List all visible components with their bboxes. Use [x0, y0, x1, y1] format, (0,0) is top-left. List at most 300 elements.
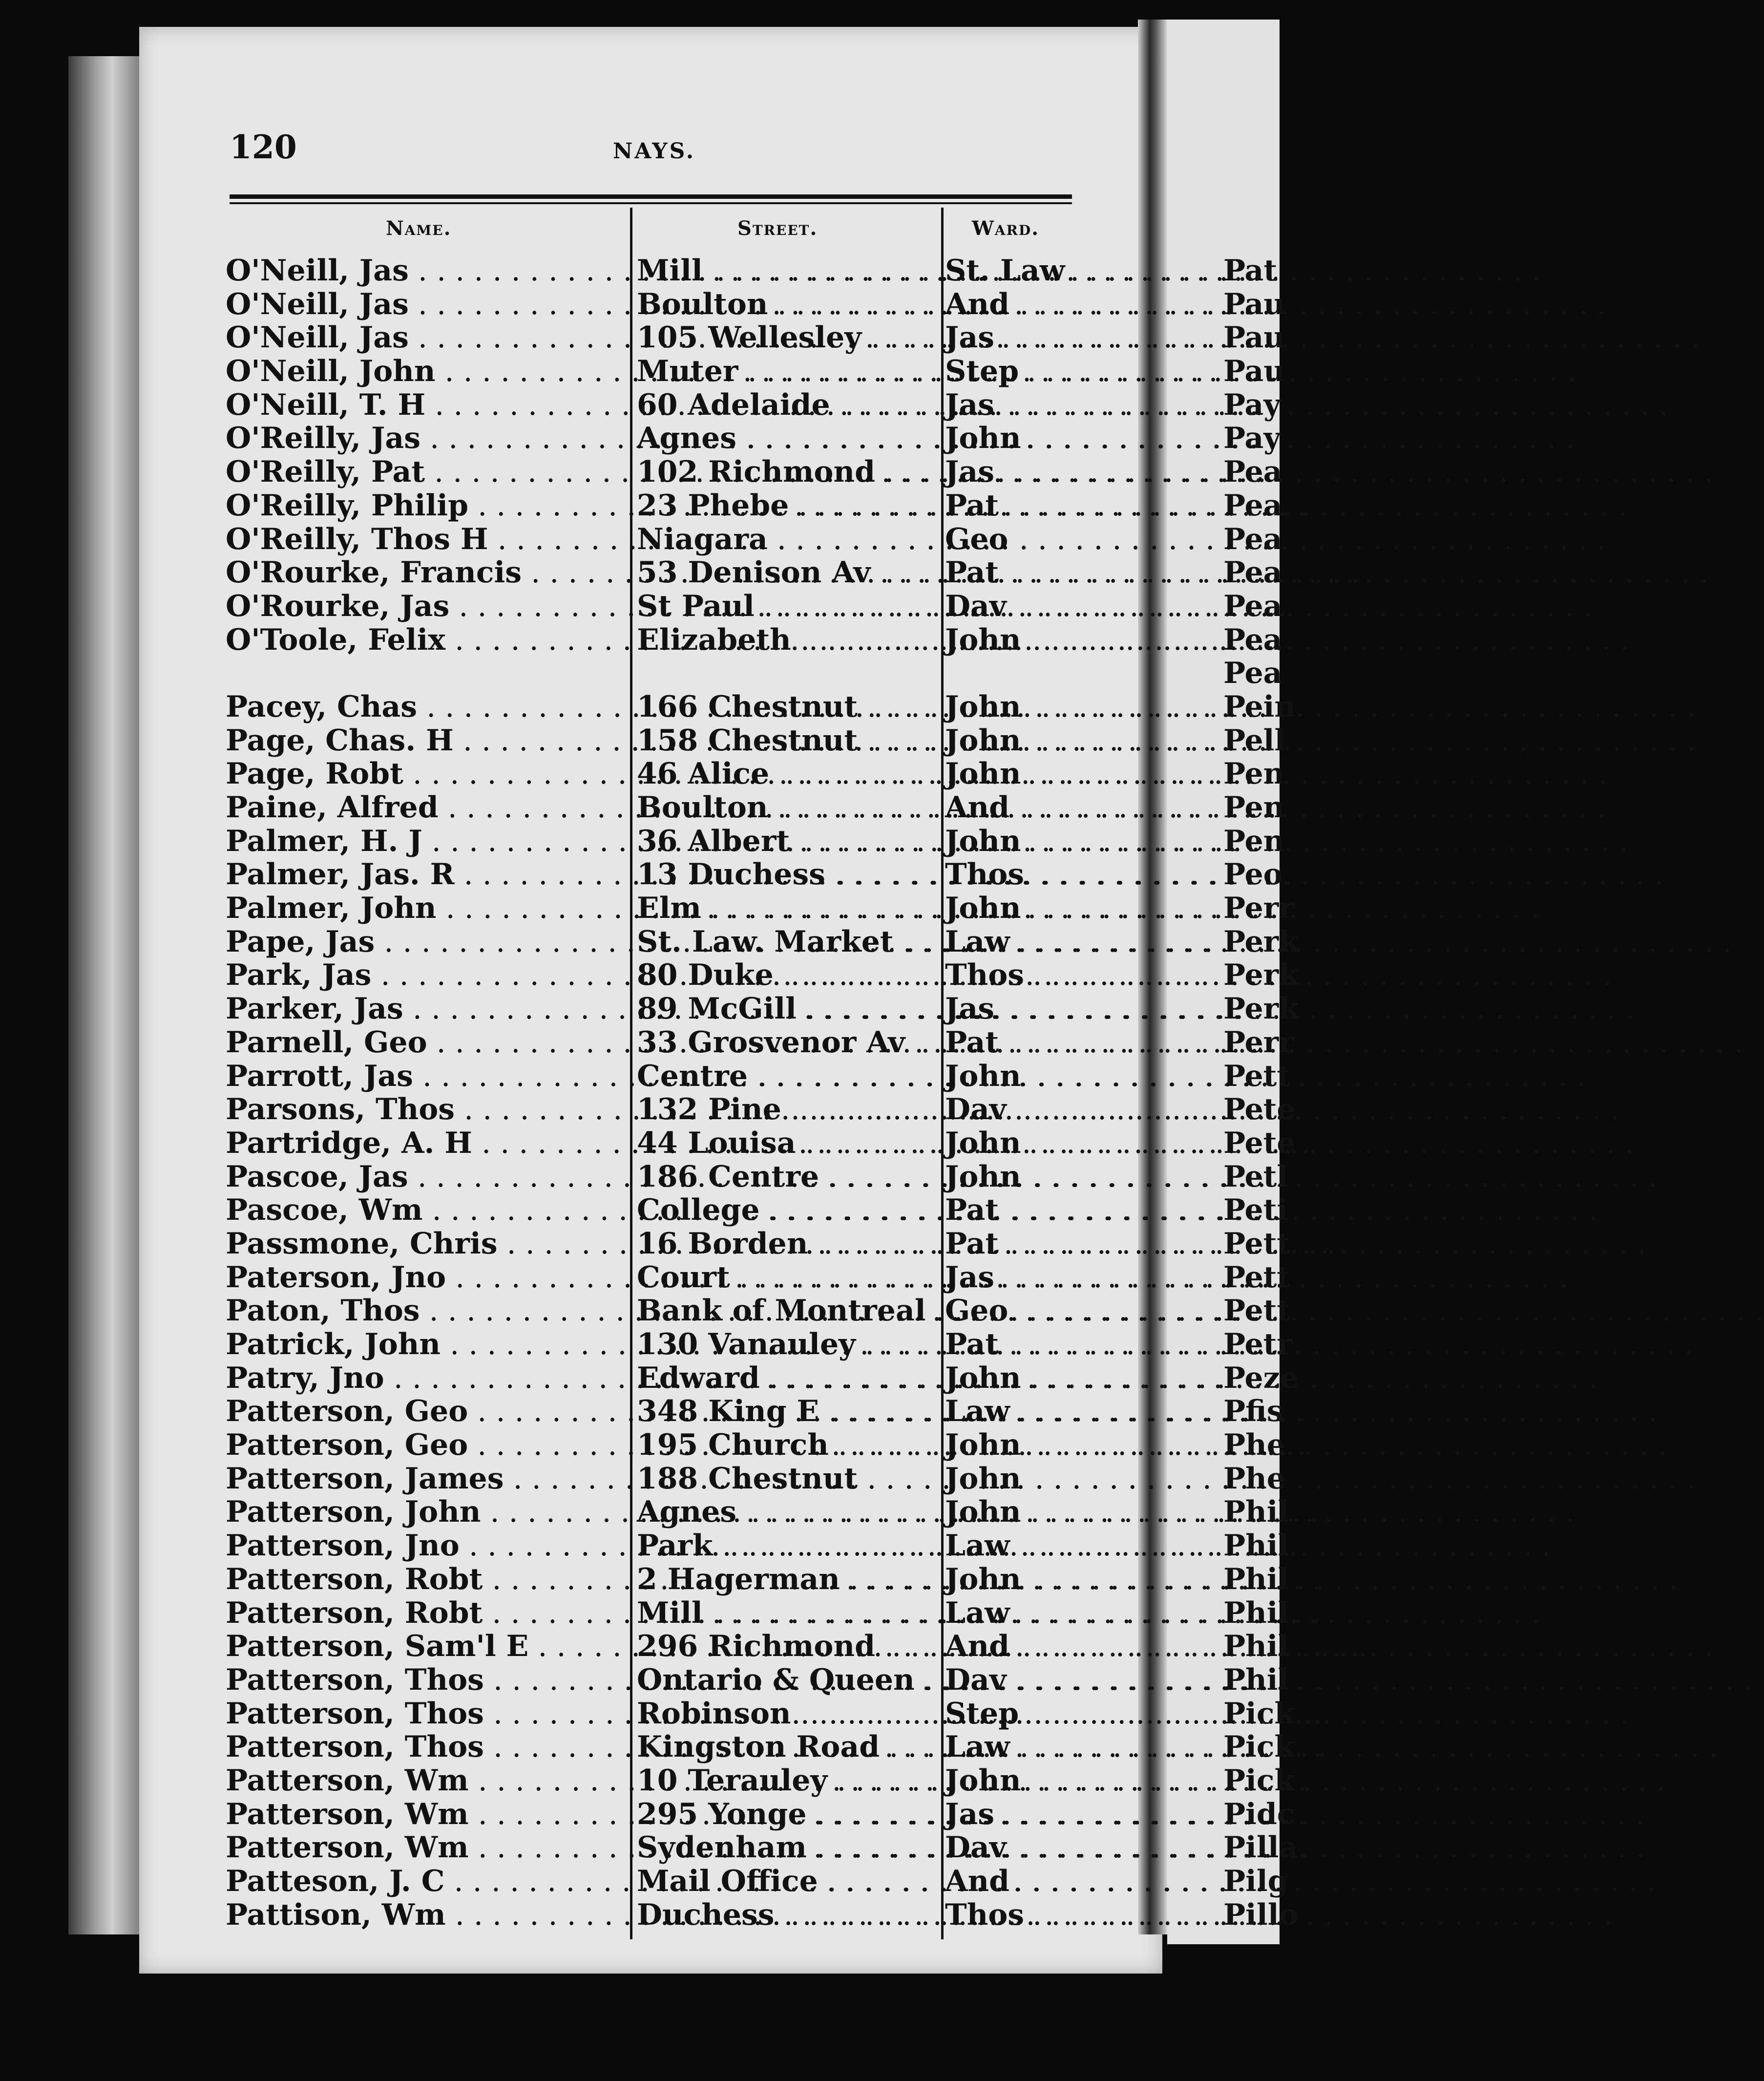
fragment-text: Pete — [1223, 1092, 1296, 1127]
entry-ward: Jas — [945, 1797, 995, 1831]
adjacent-fragment — [1223, 657, 1280, 690]
adjacent-fragment — [1223, 1294, 1291, 1328]
adjacent-page-text — [1223, 254, 1299, 1932]
entry-name: Palmer, John . . . — [226, 892, 624, 925]
fragment-text: Perr — [1223, 1025, 1294, 1060]
fragment-text: Pete — [1223, 1125, 1296, 1160]
list-item — [0, 355, 1167, 388]
entry-ward: And — [945, 287, 1010, 321]
entry-street: 10 Terauley . . . — [637, 1764, 936, 1797]
entry-name: O'Neill, Jas . . . — [226, 321, 624, 354]
entry-street: 46 Alice . . . — [637, 757, 936, 790]
list-item — [0, 1462, 1167, 1496]
adjacent-fragment — [1223, 1529, 1289, 1563]
fragment-text: Peti — [1223, 1193, 1288, 1228]
entry-street: Elizabeth . . . — [637, 623, 936, 657]
list-item — [0, 724, 1167, 758]
entry-name: Pacey, Chas . . . — [226, 690, 624, 723]
list-item — [0, 858, 1167, 892]
entry-street: Mill . . . — [637, 1596, 936, 1630]
entry-ward: Law — [945, 1394, 1010, 1429]
entry-ward: John — [945, 622, 1021, 657]
fragment-text: Phil — [1223, 1562, 1289, 1596]
list-item — [0, 1697, 1167, 1731]
entry-ward: Dav — [945, 1092, 1007, 1127]
entry-street: St. Law. Market . . . — [637, 925, 936, 958]
adjacent-fragment — [1223, 623, 1280, 657]
list-item — [0, 523, 1167, 556]
entry-street: 130 Vanauley . . . — [637, 1328, 936, 1361]
fragment-text: Pau — [1223, 287, 1285, 321]
entry-ward: John — [945, 1763, 1021, 1798]
entry-ward: John — [945, 1159, 1021, 1194]
adjacent-fragment — [1223, 1260, 1291, 1295]
entry-ward: John — [945, 723, 1021, 758]
entry-name: Patrick, John . . . — [226, 1328, 624, 1361]
entry-name: O'Toole, Felix . . . — [226, 623, 624, 657]
adjacent-fragment — [1223, 1025, 1294, 1060]
entry-ward: Thos — [945, 857, 1025, 892]
entry-ward: Thos — [945, 958, 1025, 993]
entry-name: O'Reilly, Philip . . . — [226, 489, 624, 522]
fragment-text: Pea — [1223, 455, 1282, 489]
entry-street: 44 Louisa . . . — [637, 1126, 936, 1160]
entry-street: Mail Office . . . — [637, 1865, 936, 1898]
adjacent-fragment — [1223, 489, 1280, 523]
fragment-text: Phil — [1223, 1629, 1289, 1664]
list-item — [0, 1428, 1167, 1462]
entry-name: Patterson, Wm . . . — [226, 1798, 624, 1831]
entry-name: Patterson, Geo . . . — [226, 1395, 624, 1428]
entry-name: Page, Chas. H . . . — [226, 724, 624, 757]
list-item — [0, 1529, 1167, 1563]
list-item — [0, 1865, 1167, 1898]
column-header-street: Street. — [737, 217, 818, 240]
adjacent-fragment — [1223, 958, 1299, 993]
entry-ward: John — [945, 1562, 1021, 1596]
entry-name: Patterson, Sam'l E . . . — [226, 1630, 624, 1663]
list-item — [0, 1294, 1167, 1328]
fragment-text: Petl — [1223, 1159, 1288, 1194]
entry-street: 2 Hagerman . . . — [637, 1563, 936, 1596]
entry-name: O'Reilly, Jas . . . — [226, 422, 624, 455]
adjacent-fragment — [1223, 422, 1280, 455]
fragment-text: Phil — [1223, 1595, 1289, 1630]
entry-street: Boulton . . . — [637, 288, 936, 321]
entry-name: Patry, Jno . . . — [226, 1361, 624, 1395]
entry-name: Paine, Alfred . . . — [226, 791, 624, 824]
entry-street: 36 Albert . . . — [637, 825, 936, 858]
list-item — [0, 1563, 1167, 1596]
list-item — [0, 1060, 1167, 1093]
fragment-text: Pau — [1223, 354, 1285, 389]
entry-ward: Pat — [945, 1226, 999, 1261]
adjacent-fragment — [1223, 1797, 1295, 1831]
entry-street: Kingston Road . . . — [637, 1730, 936, 1763]
entry-ward: Pat — [945, 1025, 999, 1060]
list-item — [0, 1160, 1167, 1194]
adjacent-fragment — [1223, 1864, 1288, 1898]
entry-name: Patterson, Thos . . . — [226, 1697, 624, 1730]
entry-street: 23 Phebe . . . — [637, 489, 936, 522]
fragment-text: Petr — [1223, 1327, 1293, 1361]
fragment-text: Pett — [1223, 1260, 1291, 1295]
fragment-text: Phil — [1223, 1495, 1289, 1529]
entry-name: Parsons, Thos . . . — [226, 1093, 624, 1126]
adjacent-fragment — [1223, 320, 1285, 355]
entry-name: Palmer, Jas. R . . . — [226, 858, 624, 891]
adjacent-fragment — [1223, 1629, 1289, 1664]
fragment-text: Pett — [1223, 1059, 1291, 1093]
adjacent-fragment — [1223, 992, 1299, 1026]
entry-ward: Pat — [945, 488, 999, 523]
entry-name: Parnell, Geo . . . — [226, 1026, 624, 1059]
list-item — [0, 1395, 1167, 1428]
entry-name: Passmone, Chris . . . — [226, 1227, 624, 1260]
entry-ward: John — [945, 689, 1021, 724]
fragment-text: Phil — [1223, 1662, 1289, 1697]
fragment-text: Pen — [1223, 757, 1285, 791]
entry-name: Patterson, Robt . . . — [226, 1596, 624, 1630]
entry-name: Paton, Thos . . . — [226, 1294, 624, 1327]
adjacent-fragment — [1223, 1562, 1289, 1596]
adjacent-fragment — [1223, 1730, 1295, 1764]
fragment-text: Pick — [1223, 1763, 1295, 1798]
entry-ward: Law — [945, 1730, 1010, 1764]
entry-name: O'Neill, John . . . — [226, 355, 624, 388]
list-item — [0, 1831, 1167, 1865]
list-item — [0, 992, 1167, 1026]
entry-street: Agnes . . . — [637, 422, 936, 455]
entry-street: 16 Borden . . . — [637, 1227, 936, 1260]
list-item — [0, 1798, 1167, 1831]
entry-ward: Dav — [945, 589, 1007, 623]
fragment-text: Phil — [1223, 1529, 1289, 1563]
entry-name: Pattison, Wm . . . — [226, 1898, 624, 1932]
entry-name: Pascoe, Wm . . . — [226, 1193, 624, 1227]
adjacent-fragment — [1223, 1428, 1285, 1463]
entry-ward: Geo — [945, 1294, 1008, 1328]
entry-name: Pascoe, Jas . . . — [226, 1160, 624, 1193]
adjacent-fragment — [1223, 1226, 1291, 1261]
entry-name: Patterson, Geo . . . — [226, 1428, 624, 1462]
list-item — [0, 1495, 1167, 1529]
entry-street: 105 Wellesley . . . — [637, 321, 936, 354]
fragment-text: Pilg — [1223, 1864, 1288, 1898]
list-item — [0, 825, 1167, 858]
entry-ward: John — [945, 1125, 1021, 1160]
entry-ward: John — [945, 421, 1021, 456]
fragment-text: Phe — [1223, 1428, 1285, 1463]
fragment-text: Pen — [1223, 790, 1285, 825]
adjacent-fragment — [1223, 254, 1280, 288]
list-item — [0, 1596, 1167, 1630]
entry-ward: Geo — [945, 522, 1008, 556]
entry-ward: John — [945, 1059, 1021, 1093]
entry-ward: Pat — [945, 555, 999, 590]
running-head: NAYS. — [613, 139, 696, 164]
entry-name: Patterson, Wm . . . — [226, 1831, 624, 1864]
entry-street: 296 Richmond . . . — [637, 1630, 936, 1663]
entry-name: Partridge, A. H . . . — [226, 1126, 624, 1160]
directory-list — [0, 254, 1167, 1932]
entry-ward: Law — [945, 1595, 1010, 1630]
entry-ward: St. Law — [945, 254, 1065, 288]
entry-street: Duchess . . . — [637, 1898, 936, 1932]
entry-name: Patterson, Jno . . . — [226, 1529, 624, 1562]
entry-street: Bank of Montreal . . . — [637, 1294, 936, 1327]
entry-street: Robinson . . . — [637, 1697, 936, 1730]
list-item — [0, 1764, 1167, 1798]
entry-name: O'Rourke, Francis . . . — [226, 556, 624, 589]
adjacent-fragment — [1223, 1696, 1295, 1731]
fragment-text: Pillo — [1223, 1897, 1299, 1932]
entry-street: 89 McGill . . . — [637, 992, 936, 1025]
fragment-text: Pea — [1223, 488, 1282, 523]
adjacent-fragment — [1223, 523, 1280, 556]
column-header-name: Name. — [386, 217, 452, 240]
list-item — [0, 422, 1167, 455]
entry-ward: Jas — [945, 992, 995, 1026]
fragment-text: Pein — [1223, 689, 1296, 724]
fragment-text: Pfis — [1223, 1394, 1283, 1429]
entry-name: Patterson, James . . . — [226, 1462, 624, 1495]
adjacent-fragment — [1223, 1327, 1293, 1361]
entry-ward: John — [945, 1461, 1021, 1496]
entry-ward: John — [945, 1428, 1021, 1463]
entry-name: O'Reilly, Pat . . . — [226, 455, 624, 488]
entry-ward: John — [945, 1360, 1021, 1395]
entry-name: Page, Robt . . . — [226, 757, 624, 790]
adjacent-fragment — [1223, 287, 1285, 321]
adjacent-fragment — [1223, 388, 1280, 422]
list-item — [0, 690, 1167, 724]
fragment-text: Pay — [1223, 387, 1281, 422]
fragment-text: Pilla — [1223, 1830, 1298, 1865]
list-item — [0, 791, 1167, 825]
entry-ward: Jas — [945, 455, 995, 489]
adjacent-fragment — [1223, 1125, 1296, 1160]
entry-street: 13 Duchess . . . — [637, 858, 936, 891]
entry-street: 195 Church . . . — [637, 1428, 936, 1462]
list-item — [0, 1730, 1167, 1764]
adjacent-fragment — [1223, 1897, 1299, 1932]
adjacent-fragment — [1223, 1059, 1291, 1093]
entry-ward: John — [945, 891, 1021, 926]
entry-ward: And — [945, 1629, 1010, 1664]
fragment-text: Pat — [1223, 254, 1278, 288]
list-item — [0, 556, 1167, 590]
adjacent-fragment — [1223, 1495, 1289, 1529]
entry-street: 33 Grosvenor Av . . . — [637, 1026, 936, 1059]
adjacent-fragment — [1223, 1394, 1283, 1429]
list-item — [0, 1898, 1167, 1932]
entry-street: 295 Yonge . . . — [637, 1798, 936, 1831]
adjacent-fragment — [1223, 354, 1285, 389]
list-item — [0, 892, 1167, 925]
fragment-text: Pen — [1223, 824, 1285, 858]
entry-name: Parrott, Jas . . . — [226, 1060, 624, 1093]
entry-name: O'Rourke, Jas . . . — [226, 590, 624, 623]
column-header-ward: Ward. — [972, 217, 1040, 240]
fragment-text: Phe — [1223, 1461, 1285, 1496]
entry-street: Niagara . . . — [637, 523, 936, 556]
fragment-text: Pea — [1223, 622, 1282, 657]
entry-name: Parker, Jas . . . — [226, 992, 624, 1025]
list-item — [0, 757, 1167, 791]
header-rule-thin — [230, 202, 1072, 204]
entry-street: Boulton . . . — [637, 791, 936, 824]
entry-ward: Thos — [945, 1897, 1025, 1932]
adjacent-fragment — [1223, 924, 1299, 959]
list-item — [0, 288, 1167, 321]
entry-street: 53 Denison Av . . . — [637, 556, 936, 589]
adjacent-fragment — [1223, 1461, 1285, 1496]
adjacent-fragment — [1223, 1360, 1299, 1395]
entry-street: Centre . . . — [637, 1060, 936, 1093]
entry-ward: And — [945, 1864, 1010, 1898]
fragment-text: Perr — [1223, 891, 1294, 926]
header-rule — [230, 194, 1072, 199]
adjacent-fragment — [1223, 1830, 1298, 1865]
fragment-text: Peze — [1223, 1360, 1299, 1395]
adjacent-fragment — [1223, 891, 1294, 926]
entry-street: Edward . . . — [637, 1361, 936, 1395]
entry-street: Court . . . — [637, 1261, 936, 1294]
entry-name: Patterson, Wm . . . — [226, 1764, 624, 1797]
adjacent-fragment — [1223, 1662, 1289, 1697]
entry-street: 186 Centre . . . — [637, 1160, 936, 1193]
fragment-text: Pea — [1223, 522, 1282, 556]
list-item — [0, 1361, 1167, 1395]
entry-street: Elm . . . — [637, 892, 936, 925]
entry-ward: Dav — [945, 1830, 1007, 1865]
entry-street: Ontario & Queen . . . — [637, 1663, 936, 1697]
fragment-text: Perk — [1223, 924, 1299, 959]
fragment-text: Perk — [1223, 992, 1299, 1026]
list-item — [0, 455, 1167, 489]
entry-street: Muter . . . — [637, 355, 936, 388]
entry-street: Sydenham . . . — [637, 1831, 936, 1864]
entry-street: Mill . . . — [637, 254, 936, 287]
list-item — [0, 388, 1167, 422]
list-item — [0, 1227, 1167, 1261]
fragment-text: Perk — [1223, 958, 1299, 993]
list-item — [0, 958, 1167, 992]
entry-ward: Jas — [945, 320, 995, 355]
entry-ward: Law — [945, 924, 1010, 959]
adjacent-fragment — [1223, 790, 1285, 825]
entry-name: Paterson, Jno . . . — [226, 1261, 624, 1294]
list-item — [0, 1261, 1167, 1295]
entry-street: College . . . — [637, 1193, 936, 1227]
entry-name: O'Neill, Jas . . . — [226, 288, 624, 321]
entry-name: Patteson, J. C . . . — [226, 1865, 624, 1898]
adjacent-fragment — [1223, 1595, 1289, 1630]
entry-street: 348 King E . . . — [637, 1395, 936, 1428]
adjacent-fragment — [1223, 590, 1280, 623]
entry-street: 102 Richmond . . . — [637, 455, 936, 488]
section-gap — [0, 657, 1167, 690]
entry-ward: Jas — [945, 387, 995, 422]
adjacent-fragment — [1223, 556, 1280, 590]
adjacent-fragment — [1223, 1193, 1288, 1228]
adjacent-fragment — [1223, 1159, 1288, 1194]
entry-street: 60 Adelaide . . . — [637, 388, 936, 422]
list-item — [0, 1630, 1167, 1663]
entry-name: O'Neill, T. H . . . — [226, 388, 624, 422]
entry-street: Agnes . . . — [637, 1495, 936, 1529]
fragment-text: Pea — [1223, 656, 1282, 691]
list-item — [0, 925, 1167, 959]
adjacent-fragment — [1223, 857, 1283, 892]
fragment-text: Pick — [1223, 1696, 1295, 1731]
entry-name: Patterson, Thos . . . — [226, 1730, 624, 1763]
entry-name: Palmer, H. J . . . — [226, 825, 624, 858]
fragment-text: Pell — [1223, 723, 1286, 758]
entry-name: Pape, Jas . . . — [226, 925, 624, 958]
entry-street: 80 Duke . . . — [637, 958, 936, 992]
entry-street: 166 Chestnut . . . — [637, 690, 936, 723]
page-number: 120 — [230, 128, 297, 166]
entry-name: O'Reilly, Thos H . . . — [226, 523, 624, 556]
list-item — [0, 321, 1167, 355]
entry-street: St Paul . . . — [637, 590, 936, 623]
adjacent-fragment — [1223, 824, 1285, 858]
list-item — [0, 489, 1167, 523]
entry-ward: Dav — [945, 1662, 1007, 1697]
entry-name: O'Neill, Jas . . . — [226, 254, 624, 287]
entry-name: Park, Jas . . . — [226, 958, 624, 992]
entry-ward: Pat — [945, 1193, 999, 1228]
entry-street: Park . . . — [637, 1529, 936, 1562]
entry-ward: Jas — [945, 1260, 995, 1295]
fragment-text: Peo — [1223, 857, 1283, 892]
fragment-text: Pau — [1223, 320, 1285, 355]
list-item — [0, 1663, 1167, 1697]
entry-street: 188 Chestnut . . . — [637, 1462, 936, 1495]
list-item — [0, 1026, 1167, 1060]
entry-ward: Step — [945, 1696, 1019, 1731]
entry-name: Patterson, Robt . . . — [226, 1563, 624, 1596]
entry-ward: John — [945, 1495, 1021, 1529]
entry-name: Patterson, Thos . . . — [226, 1663, 624, 1697]
list-item — [0, 590, 1167, 623]
fragment-text: Pett — [1223, 1226, 1291, 1261]
entry-street: 132 Pine . . . — [637, 1093, 936, 1126]
adjacent-fragment — [1223, 689, 1296, 724]
entry-ward: And — [945, 790, 1010, 825]
list-item — [0, 1193, 1167, 1227]
entry-ward: Law — [945, 1529, 1010, 1563]
list-item — [0, 1328, 1167, 1361]
adjacent-fragment — [1223, 1763, 1295, 1798]
adjacent-fragment — [1223, 455, 1280, 489]
list-item — [0, 623, 1167, 657]
list-item — [0, 254, 1167, 288]
entry-street: 158 Chestnut . . . — [637, 724, 936, 757]
entry-ward: Step — [945, 354, 1019, 389]
fragment-text: Pett — [1223, 1294, 1291, 1328]
fragment-text: Pay — [1223, 421, 1281, 456]
fragment-text: Pidc — [1223, 1797, 1295, 1831]
fragment-text: Pea — [1223, 589, 1282, 623]
entry-ward: John — [945, 757, 1021, 791]
entry-ward: Pat — [945, 1327, 999, 1361]
adjacent-fragment — [1223, 757, 1285, 791]
list-item — [0, 1126, 1167, 1160]
list-item — [0, 1093, 1167, 1126]
